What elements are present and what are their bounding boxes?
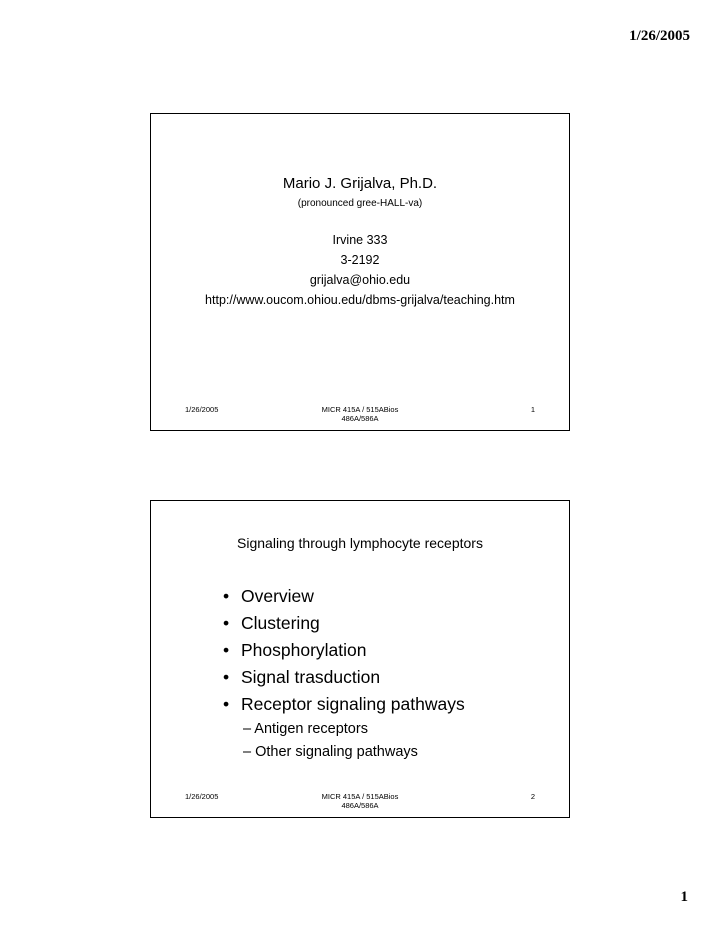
footer-date: 1/26/2005 (185, 405, 219, 414)
sub-bullet-text: Antigen receptors (254, 721, 368, 737)
instructor-name: Mario J. Grijalva, Ph.D. (282, 175, 438, 192)
bullet-item (223, 583, 465, 610)
bullet-item (223, 610, 465, 637)
footer-course (151, 792, 569, 810)
slide-footer (151, 405, 569, 429)
office-location: Irvine 333 (332, 233, 388, 247)
contact-info (151, 230, 569, 310)
bullet-list (223, 583, 465, 764)
footer-date: 1/26/2005 (185, 792, 219, 801)
footer-slide-number: 2 (530, 792, 535, 801)
bullet-icon: • (223, 640, 230, 660)
bullet-icon: • (223, 694, 230, 714)
bullet-icon: • (223, 667, 230, 687)
bullet-text: Clustering (241, 613, 320, 633)
sub-bullet-item: – Other signaling pathways (243, 744, 418, 760)
sub-bullet-text: Other signaling pathways (255, 744, 418, 760)
footer-slide-number: 1 (530, 405, 535, 414)
bullet-item (223, 664, 465, 691)
sub-bullet-item: – Antigen receptors (243, 721, 368, 737)
sub-bullet-list (223, 718, 465, 764)
footer-course-line1: MICR 415A / 515ABios (321, 792, 399, 801)
page-number: 1 (680, 889, 688, 905)
footer-course-line1: MICR 415A / 515ABios (321, 405, 399, 414)
name-pronunciation: (pronounced gree-HALL-va) (297, 198, 423, 209)
bullet-text: Overview (241, 586, 314, 606)
teaching-url: http://www.oucom.ohiou.edu/dbms-grijalva/teaching.htm (205, 293, 515, 307)
slide-1 (150, 113, 570, 431)
phone-number: 3-2192 (340, 253, 380, 267)
footer-course-line2: 486A/586A (341, 801, 379, 810)
slide-2 (150, 500, 570, 818)
bullet-item (223, 691, 465, 764)
bullet-text: Phosphorylation (241, 640, 367, 660)
bullet-item (223, 637, 465, 664)
bullet-text: Receptor signaling pathways (241, 694, 465, 714)
bullet-icon: • (223, 613, 230, 633)
footer-course-line2: 486A/586A (341, 414, 379, 423)
page-date: 1/26/2005 (629, 28, 690, 44)
slide-title: Signaling through lymphocyte receptors (237, 535, 483, 551)
bullet-text: Signal trasduction (241, 667, 381, 687)
email-address: grijalva@ohio.edu (309, 273, 411, 287)
footer-course (151, 405, 569, 423)
slide-footer (151, 792, 569, 816)
bullet-icon: • (223, 586, 230, 606)
